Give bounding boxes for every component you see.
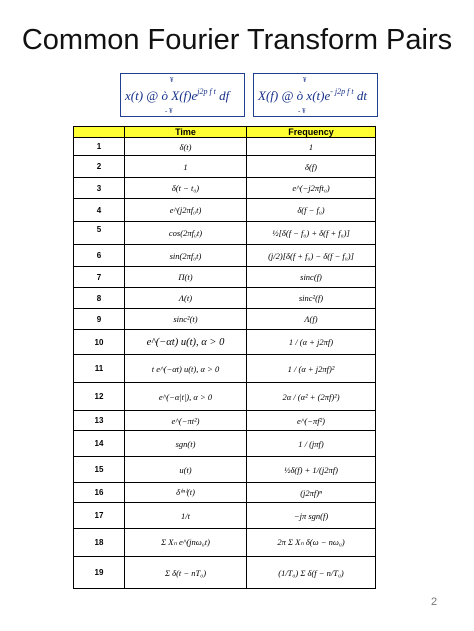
page-number: 2 <box>431 596 438 608</box>
table-row <box>74 483 376 503</box>
table-row <box>74 245 376 267</box>
frequency-cell: −jπ sgn(f) <box>247 503 376 529</box>
row-number: 15 <box>74 457 125 483</box>
formula-line <box>258 87 367 104</box>
time-cell: sinc²(t) <box>125 309 247 330</box>
header-blank <box>74 127 125 138</box>
row-number: 7 <box>74 267 125 288</box>
frequency-cell: (j/2)[δ(f + f₀) − δ(f − f₀)] <box>247 245 376 267</box>
frequency-cell: e^(−j2πft₀) <box>247 178 376 199</box>
frequency-cell: (1/T₀) Σ δ(f − n/T₀) <box>247 557 376 589</box>
table-row <box>74 288 376 309</box>
time-cell: e^(−αt) u(t), α > 0 <box>125 330 247 355</box>
row-number: 14 <box>74 431 125 457</box>
table-row <box>74 309 376 330</box>
header-frequency: Frequency <box>247 127 376 138</box>
time-cell: δ⁽ⁿ⁾(t) <box>125 483 247 503</box>
lower-limit: - ¥ <box>165 107 173 115</box>
row-number: 5 <box>74 222 125 245</box>
table-row <box>74 138 376 156</box>
row-number: 1 <box>74 138 125 156</box>
table-row <box>74 330 376 355</box>
time-cell: u(t) <box>125 457 247 483</box>
row-number: 12 <box>74 383 125 411</box>
time-cell: Π(t) <box>125 267 247 288</box>
row-number: 11 <box>74 355 125 383</box>
row-number: 8 <box>74 288 125 309</box>
row-number: 17 <box>74 503 125 529</box>
table-row <box>74 529 376 557</box>
frequency-cell: e^(−πf²) <box>247 411 376 431</box>
time-cell: e^(−α|t|), α > 0 <box>125 383 247 411</box>
integral-sign: ò <box>161 88 168 103</box>
table-row <box>74 457 376 483</box>
frequency-cell: 1 / (α + j2πf) <box>247 330 376 355</box>
row-number: 10 <box>74 330 125 355</box>
table-row <box>74 431 376 457</box>
time-cell: δ(t) <box>125 138 247 156</box>
time-cell: e^(j2πf₀t) <box>125 199 247 222</box>
time-cell: δ(t − t₀) <box>125 178 247 199</box>
formula-body: x(t)e <box>306 88 331 103</box>
table-row <box>74 355 376 383</box>
formula-tail: df <box>219 88 230 103</box>
table-row <box>74 383 376 411</box>
row-number: 9 <box>74 309 125 330</box>
table-row <box>74 222 376 245</box>
integral-sign: ò <box>296 88 304 103</box>
frequency-cell: 2α / (α² + (2πf)²) <box>247 383 376 411</box>
formula-exponent: j2p f t <box>197 87 216 96</box>
forward-transform-formula <box>253 73 378 117</box>
time-cell: e^(−πt²) <box>125 411 247 431</box>
table-row <box>74 503 376 529</box>
slide-title: Common Fourier Transform Pairs <box>21 24 453 56</box>
row-number: 6 <box>74 245 125 267</box>
table-row <box>74 178 376 199</box>
time-cell: Σ δ(t − nT₀) <box>125 557 247 589</box>
table-row <box>74 199 376 222</box>
lower-limit: - ¥ <box>298 107 306 115</box>
time-cell: sgn(t) <box>125 431 247 457</box>
formula-tail: dt <box>356 88 367 103</box>
frequency-cell: (j2πf)ⁿ <box>247 483 376 503</box>
time-cell: t e^(−αt) u(t), α > 0 <box>125 355 247 383</box>
frequency-cell: Λ(f) <box>247 309 376 330</box>
frequency-cell: δ(f) <box>247 156 376 178</box>
time-cell: cos(2πf₀t) <box>125 222 247 245</box>
time-cell: Σ Xₙ e^(jnω₀t) <box>125 529 247 557</box>
frequency-cell: δ(f − f₀) <box>247 199 376 222</box>
time-cell: sin(2πf₀t) <box>125 245 247 267</box>
frequency-cell: ½[δ(f − f₀) + δ(f + f₀)] <box>247 222 376 245</box>
time-cell: Λ(t) <box>125 288 247 309</box>
table-header-row <box>74 127 376 138</box>
time-cell: 1/t <box>125 503 247 529</box>
table-row <box>74 557 376 589</box>
frequency-cell: 2π Σ Xₙ δ(ω − nω₀) <box>247 529 376 557</box>
time-cell: 1 <box>125 156 247 178</box>
formula-line <box>125 87 229 104</box>
row-number: 13 <box>74 411 125 431</box>
row-number: 19 <box>74 557 125 589</box>
row-number: 18 <box>74 529 125 557</box>
frequency-cell: sinc²(f) <box>247 288 376 309</box>
formula-body: X(f)e <box>171 88 198 103</box>
table-row <box>74 267 376 288</box>
inverse-transform-formula <box>120 73 245 117</box>
row-number: 16 <box>74 483 125 503</box>
row-number: 4 <box>74 199 125 222</box>
formula-exponent: - j2p f t <box>330 87 354 96</box>
frequency-cell: 1 / (jπf) <box>247 431 376 457</box>
frequency-cell: ½δ(f) + 1/(j2πf) <box>247 457 376 483</box>
table-row <box>74 411 376 431</box>
frequency-cell: 1 <box>247 138 376 156</box>
header-time: Time <box>125 127 247 138</box>
row-number: 3 <box>74 178 125 199</box>
formula-lhs: X(f) @ <box>258 88 294 103</box>
frequency-cell: 1 / (α + j2πf)² <box>247 355 376 383</box>
upper-limit: ¥ <box>170 76 174 84</box>
table-row <box>74 156 376 178</box>
row-number: 2 <box>74 156 125 178</box>
frequency-cell: sinc(f) <box>247 267 376 288</box>
transform-pairs-table <box>73 126 376 589</box>
formula-lhs: x(t) @ <box>125 88 159 103</box>
upper-limit: ¥ <box>303 76 307 84</box>
